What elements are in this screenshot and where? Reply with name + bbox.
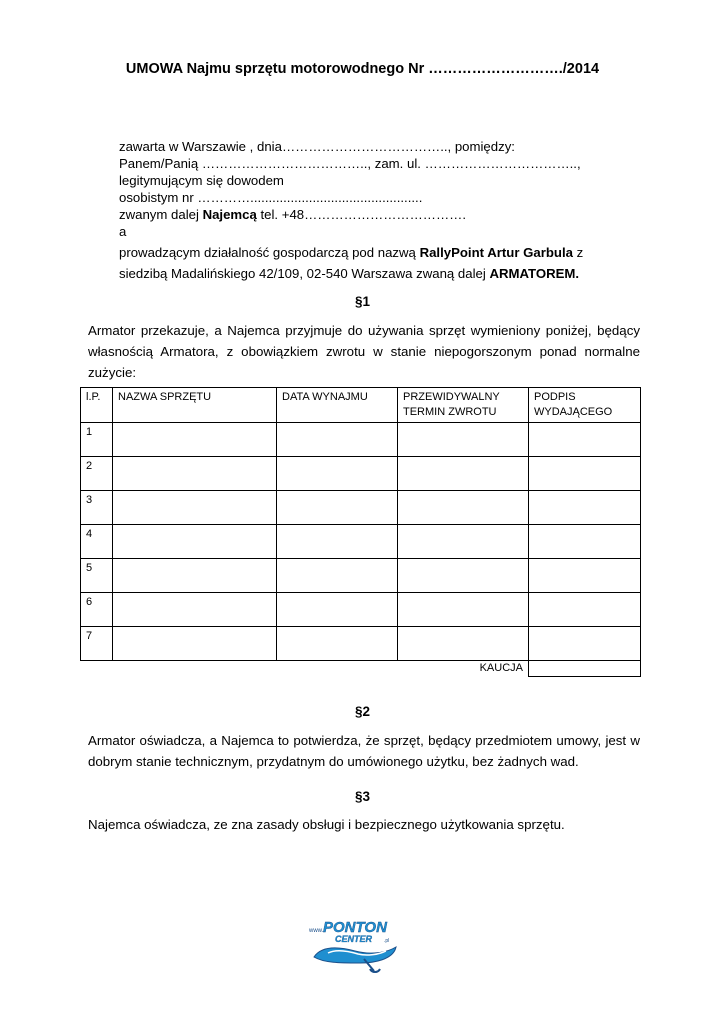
intro-company-address: siedzibą Madalińskiego 42/109, 02-540 Warszawa zwaną dalej ARMATOREM. xyxy=(119,266,580,281)
ponton-center-logo-graphic xyxy=(300,913,410,975)
intro-and: a xyxy=(119,224,127,239)
col-header-lp: l.P. xyxy=(81,388,113,423)
intro-tenant-name: Panem/Panią ……………………………….., zam. ul. …………………………….., xyxy=(119,156,581,171)
cell-signature[interactable] xyxy=(529,491,641,525)
table-row xyxy=(81,559,641,593)
row-number: 6 xyxy=(81,593,113,627)
section-2-text: Armator oświadcza, a Najemca to potwierdza, że sprzęt, będący przedmiotem umowy, jest w dobrym stanie technicznym, przydatnym do umówionego użytku, bez żadnych wad. xyxy=(88,733,640,769)
intro-tenant-phone: zwanym dalej Najemcą tel. +48………………………………. xyxy=(119,207,467,222)
cell-date[interactable] xyxy=(277,627,398,661)
contract-intro xyxy=(119,138,583,282)
table-row xyxy=(81,525,641,559)
row-number: 4 xyxy=(81,525,113,559)
row-number: 2 xyxy=(81,457,113,491)
col-header-signature: PODPIS WYDAJĄCEGO xyxy=(529,388,641,423)
section-3-heading: §3 xyxy=(354,789,371,804)
cell-name[interactable] xyxy=(113,491,277,525)
table-row xyxy=(81,423,641,457)
logo-www: www. xyxy=(309,928,324,934)
col-header-name: NAZWA SPRZĘTU xyxy=(113,388,277,423)
cell-signature[interactable] xyxy=(529,559,641,593)
deposit-label: KAUCJA xyxy=(398,661,529,677)
row-number: 1 xyxy=(81,423,113,457)
row-number: 3 xyxy=(81,491,113,525)
document-title: UMOWA Najmu sprzętu motorowodnego Nr ………………………./2014 xyxy=(125,61,600,77)
table-row xyxy=(81,457,641,491)
table-row xyxy=(81,627,641,661)
cell-date[interactable] xyxy=(277,423,398,457)
table-row xyxy=(81,491,641,525)
cell-name[interactable] xyxy=(113,559,277,593)
equipment-table xyxy=(80,387,641,677)
cell-signature[interactable] xyxy=(529,423,641,457)
col-header-date: DATA WYNAJMU xyxy=(277,388,398,423)
ponton-center-logo xyxy=(300,913,410,975)
cell-return[interactable] xyxy=(398,423,529,457)
cell-return[interactable] xyxy=(398,525,529,559)
cell-date[interactable] xyxy=(277,559,398,593)
intro-id-number: osobistym nr …………............................................... xyxy=(119,190,423,205)
logo-pontoon-boat-shape xyxy=(314,947,396,963)
table-header-row xyxy=(81,388,641,423)
logo-text-ponton: PONTON xyxy=(323,919,387,936)
cell-signature[interactable] xyxy=(529,593,641,627)
table-row xyxy=(81,593,641,627)
section-3-text: Najemca oświadcza, ze zna zasady obsługi i bezpiecznego użytkowania sprzętu. xyxy=(88,817,565,832)
cell-signature[interactable] xyxy=(529,627,641,661)
section-1-text: Armator przekazuje, a Najemca przyjmuje do używania sprzęt wymieniony poniżej, będący własnością Armatora, z obowiązkiem zwrotu w stanie niepogorszonym ponad normalne zużycie: xyxy=(88,323,640,380)
intro-company: prowadzącym działalność gospodarczą pod nazwą RallyPoint Artur Garbula z xyxy=(119,245,584,260)
logo-pl: .pl xyxy=(384,938,390,944)
cell-return[interactable] xyxy=(398,457,529,491)
cell-date[interactable] xyxy=(277,525,398,559)
cell-name[interactable] xyxy=(113,525,277,559)
cell-name[interactable] xyxy=(113,457,277,491)
deposit-row xyxy=(81,661,641,677)
row-number: 7 xyxy=(81,627,113,661)
section-1-heading: §1 xyxy=(354,294,371,309)
section-2-heading: §2 xyxy=(354,704,371,719)
cell-signature[interactable] xyxy=(529,457,641,491)
cell-return[interactable] xyxy=(398,627,529,661)
cell-name[interactable] xyxy=(113,423,277,457)
cell-return[interactable] xyxy=(398,491,529,525)
deposit-value-cell[interactable] xyxy=(529,661,641,677)
cell-signature[interactable] xyxy=(529,525,641,559)
logo-text-center: CENTER xyxy=(335,934,373,944)
intro-id-doc: legitymującym się dowodem xyxy=(119,173,284,188)
col-header-return: PRZEWIDYWALNY TERMIN ZWROTU xyxy=(398,388,529,423)
cell-date[interactable] xyxy=(277,491,398,525)
intro-place-date: zawarta w Warszawie , dnia……………………………….., pomiędzy: xyxy=(119,139,515,154)
cell-date[interactable] xyxy=(277,593,398,627)
cell-return[interactable] xyxy=(398,559,529,593)
cell-date[interactable] xyxy=(277,457,398,491)
cell-return[interactable] xyxy=(398,593,529,627)
row-number: 5 xyxy=(81,559,113,593)
cell-name[interactable] xyxy=(113,627,277,661)
cell-name[interactable] xyxy=(113,593,277,627)
